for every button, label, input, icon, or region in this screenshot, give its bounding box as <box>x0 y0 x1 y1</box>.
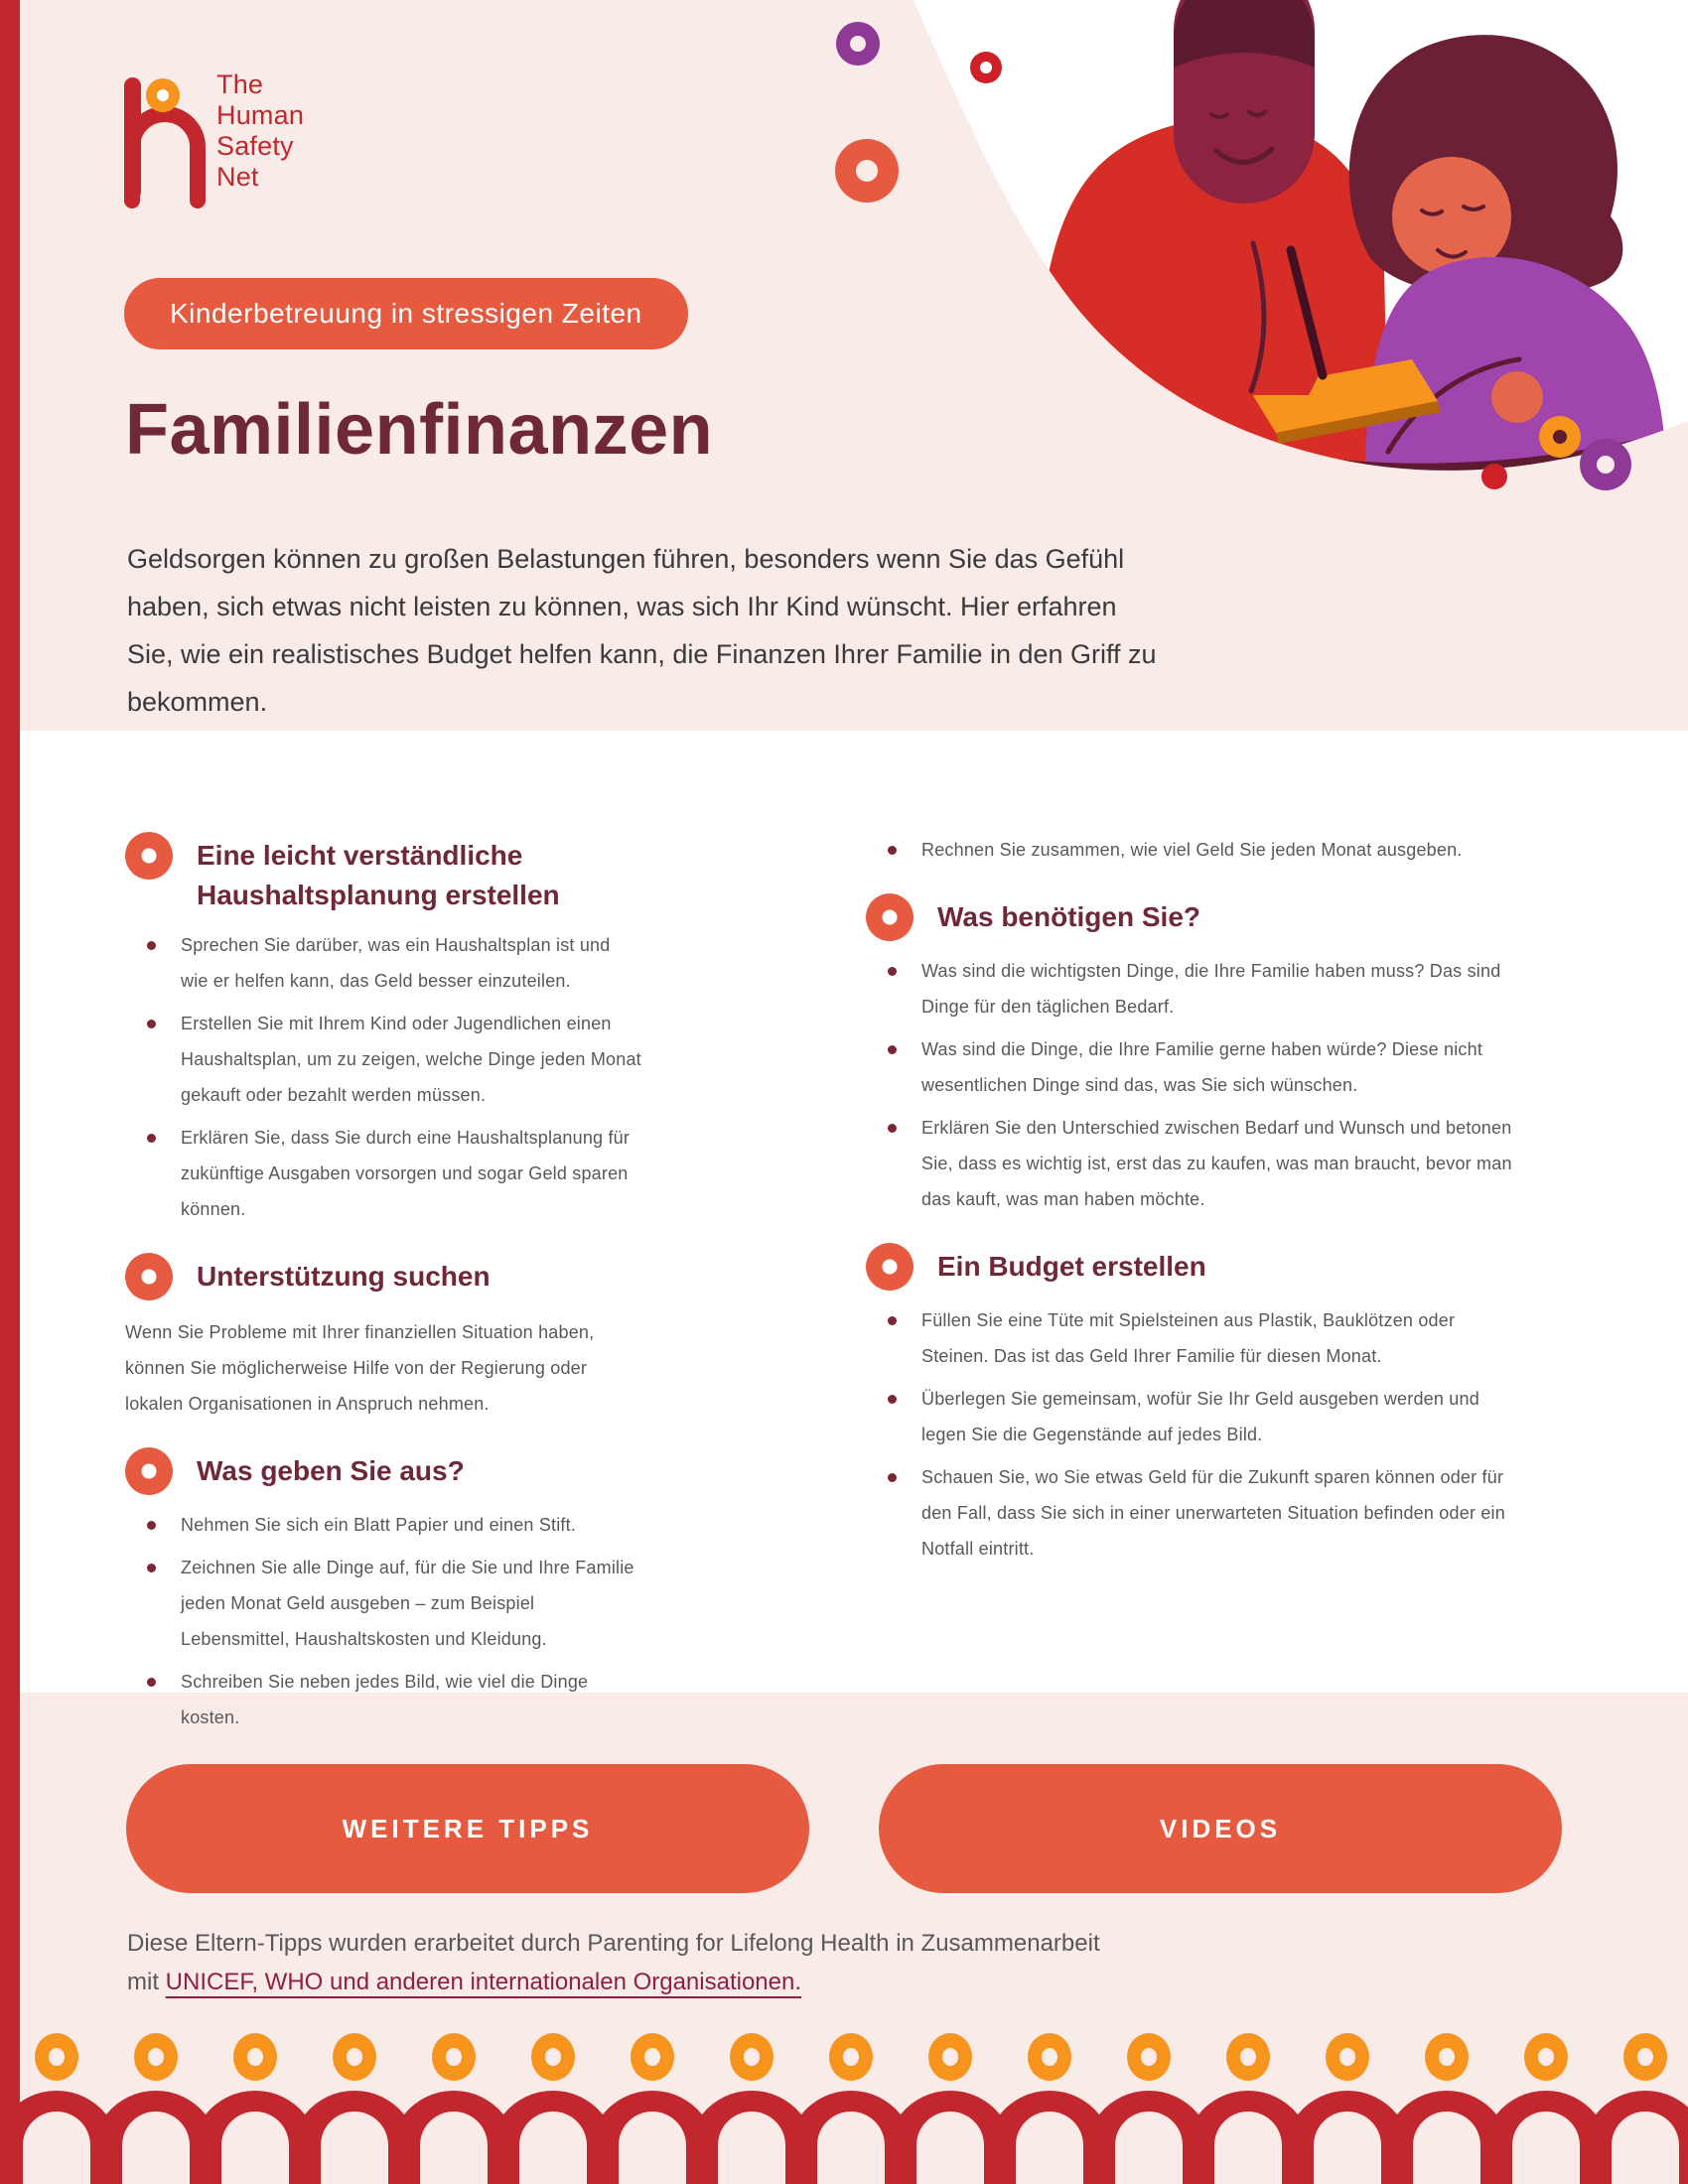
bullet-list <box>866 832 1521 868</box>
logo-line: Safety <box>216 131 294 161</box>
bullet-item: Sprechen Sie darüber, was ein Haushaltsplan ist und wie er helfen kann, das Geld besser einzuteilen. <box>125 927 641 999</box>
logo-line: The <box>216 69 264 99</box>
section-was-benoetigen-sie <box>866 893 1521 1217</box>
bullet-item: Erklären Sie den Unterschied zwischen Bedarf und Wunsch und betonen Sie, dass es wichtig ist, erst das zu kaufen, was man braucht, bevor man das kauft, was man haben möchte. <box>866 1110 1521 1217</box>
footer <box>127 1924 1100 2001</box>
bullet-list <box>866 1302 1521 1567</box>
section-unterstuetzung <box>125 1253 641 1422</box>
bullet-item: Rechnen Sie zusammen, wie viel Geld Sie jeden Monat ausgeben. <box>866 832 1521 868</box>
section-ein-budget-erstellen <box>866 1243 1521 1567</box>
section-donut-icon <box>125 1447 173 1495</box>
bullet-item: Schauen Sie, wo Sie etwas Geld für die Zukunft sparen können oder für den Fall, dass Sie sich in einer unerwarteten Situation befinden oder ein Notfall eintritt. <box>866 1459 1521 1567</box>
topic-badge-label: Kinderbetreuung in stressigen Zeiten <box>170 298 642 329</box>
child-hand <box>1491 371 1543 423</box>
logo-line: Human <box>216 100 305 130</box>
section-haushaltsplanung <box>125 832 641 1227</box>
section-was-geben-sie-aus <box>125 1447 641 1735</box>
footer-credit-line: Diese Eltern-Tipps wurden erarbeitet durch Parenting for Lifelong Health in Zusammenarbeit <box>127 1930 1100 1957</box>
bullet-item: Zeichnen Sie alle Dinge auf, für die Sie und Ihre Familie jeden Monat Geld ausgeben – zum Beispiel Lebensmittel, Haushaltskosten und Kleidung. <box>125 1550 641 1657</box>
bullet-item: Schreiben Sie neben jedes Bild, wie viel die Dinge kosten. <box>125 1664 641 1735</box>
bullet-item: Erklären Sie, dass Sie durch eine Haushaltsplanung für zukünftige Ausgaben vorsorgen und sogar Geld sparen können. <box>125 1120 641 1227</box>
section-donut-icon <box>866 893 914 941</box>
bullet-item: Füllen Sie eine Tüte mit Spielsteinen aus Plastik, Bauklötzen oder Steinen. Das ist das Geld Ihrer Familie für diesen Monat. <box>866 1302 1521 1374</box>
section-title: Unterstützung suchen <box>197 1261 491 1292</box>
page-title: Familienfinanzen <box>125 390 714 470</box>
section-donut-icon <box>125 1253 173 1300</box>
bullet-item: Was sind die Dinge, die Ihre Familie gerne haben würde? Diese nicht wesentlichen Dinge sind das, was Sie sich wünschen. <box>866 1031 1521 1103</box>
logo-line: Net <box>216 162 259 192</box>
human-safety-net-logo-text <box>216 69 304 193</box>
footer-link-prefix: mit <box>127 1969 166 1995</box>
bullet-list <box>125 927 641 1227</box>
section-title: Eine leicht verständliche Haushaltsplanung erstellen <box>197 840 560 910</box>
left-column <box>125 832 641 1742</box>
section-title: Was geben Sie aus? <box>197 1455 465 1486</box>
videos-button[interactable]: VIDEOS <box>879 1764 1562 1893</box>
bullet-item: Was sind die wichtigsten Dinge, die Ihre Familie haben muss? Das sind Dinge für den täglichen Bedarf. <box>866 953 1521 1024</box>
weitere-tipps-button[interactable]: WEITERE TIPPS <box>126 1764 809 1893</box>
family-writing-illustration <box>695 0 1688 516</box>
section-title: Was benötigen Sie? <box>937 901 1200 932</box>
partners-link[interactable]: UNICEF, WHO und anderen internationalen Organisationen. <box>165 1969 802 1995</box>
left-accent-bar <box>0 0 20 2116</box>
section-donut-icon <box>125 832 173 880</box>
section-paragraph: Wenn Sie Probleme mit Ihrer finanziellen Situation haben, können Sie möglicherweise Hilfe von der Regierung oder lokalen Organisationen in Anspruch nehmen. <box>125 1322 595 1414</box>
right-column <box>866 832 1521 1573</box>
bullet-list <box>866 953 1521 1217</box>
bottom-arch-border <box>0 2025 1688 2184</box>
topic-badge <box>124 278 688 349</box>
bullet-item: Nehmen Sie sich ein Blatt Papier und einen Stift. <box>125 1507 641 1543</box>
section-title: Ein Budget erstellen <box>937 1251 1206 1282</box>
section-donut-icon <box>866 1243 914 1291</box>
decorative-dot <box>1481 464 1507 489</box>
bullet-list <box>125 1507 641 1735</box>
bullet-item: Überlegen Sie gemeinsam, wofür Sie Ihr Geld ausgeben werden und legen Sie die Gegenstände auf jedes Bild. <box>866 1381 1521 1452</box>
intro-paragraph: Geldsorgen können zu großen Belastungen führen, besonders wenn Sie das Gefühl haben, sich etwas nicht leisten zu können, was sich Ihr Kind wünscht. Hier erfahren Sie, wie ein realistisches Budget helfen kann, die Finanzen Ihrer Familie in den Griff zu bekommen. <box>127 544 1157 717</box>
bullet-item: Erstellen Sie mit Ihrem Kind oder Jugendlichen einen Haushaltsplan, um zu zeigen, welche Dinge jeden Monat gekauft oder bezahlt werden müssen. <box>125 1006 641 1113</box>
